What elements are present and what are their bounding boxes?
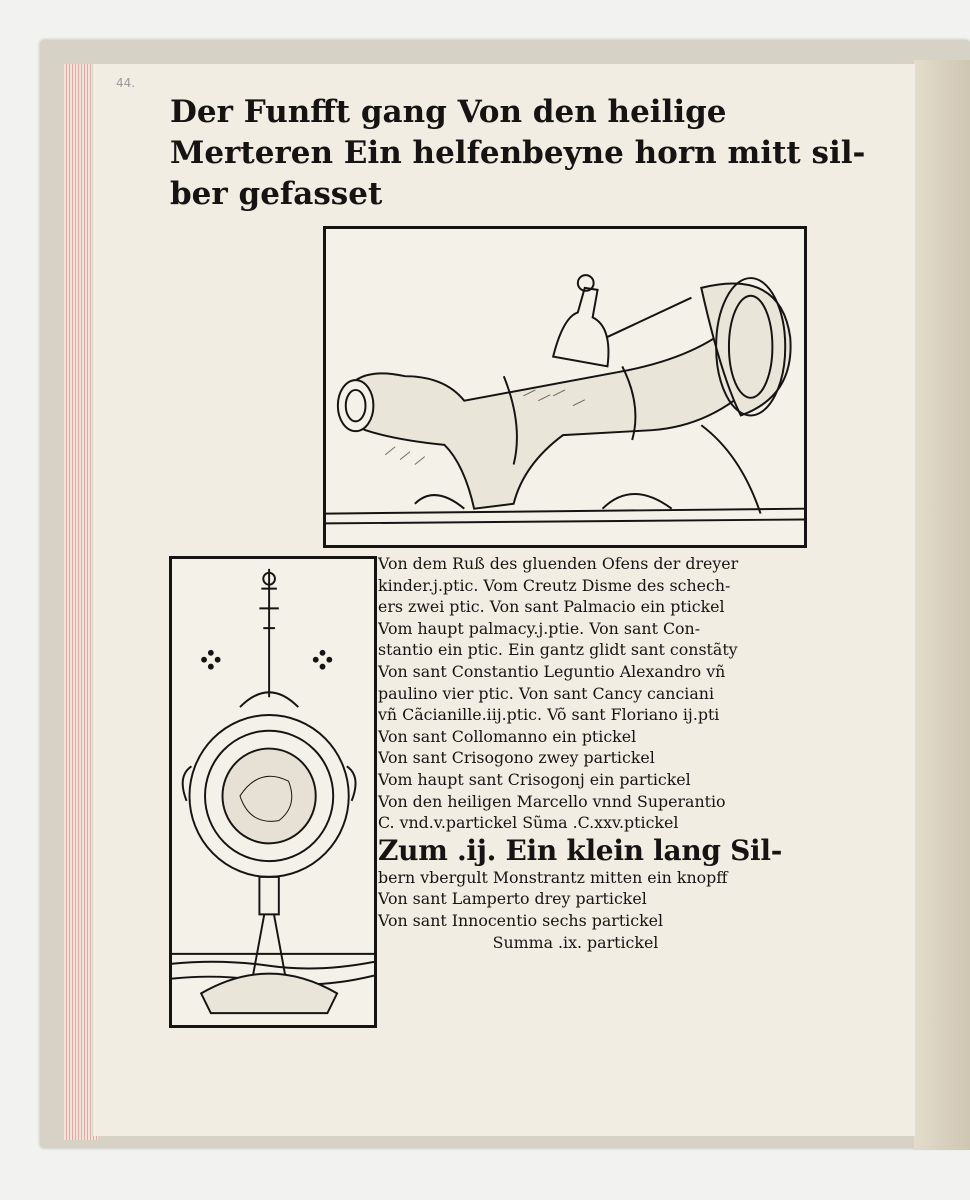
text-line: Von sant Collomanno ein ptickel — [378, 726, 637, 746]
text-line: stantio ein ptic. Ein gantz glidt sant constãty — [378, 640, 738, 660]
text-line: Von sant Crisogono zwey partickel — [378, 748, 655, 768]
section-heading: Zum .ij. Ein klein lang Sil- — [378, 833, 783, 867]
text-line: Vom haupt palmacy.j.ptie. Von sant Con- — [378, 618, 701, 638]
text-line: Von sant Lamperto drey partickel — [378, 889, 647, 909]
facing-page-edge — [914, 60, 970, 1150]
text-line: Von den heiligen Marcello vnnd Superantio — [378, 791, 726, 811]
monstrance-woodcut — [169, 556, 377, 1028]
heading-line: Merteren Ein helfenbeyne horn mitt sil- — [170, 135, 866, 171]
horn-reliquary-woodcut — [323, 226, 807, 548]
folio-mark: 44. — [116, 76, 136, 90]
text-line: C. vnd.v.partickel Sũma .C.xxv.ptickel — [378, 813, 679, 833]
heading-line: ber gefasset — [170, 176, 383, 212]
text-line: paulino vier ptic. Von sant Cancy canciani — [378, 683, 714, 703]
page-heading — [170, 92, 866, 215]
text-line: bern vbergult Monstrantz mitten ein knopff — [378, 867, 728, 887]
text-line: ers zwei ptic. Von sant Palmacio ein ptickel — [378, 597, 725, 617]
text-line: vñ Cãcianille.iij.ptic. Võ sant Floriano ij.pti — [378, 705, 720, 725]
heading-line: Der Funfft gang Von den heilige — [170, 94, 727, 130]
text-line: Von sant Constantio Leguntio Alexandro vñ — [378, 661, 726, 681]
summa-line: Summa .ix. partickel — [492, 932, 659, 952]
text-line: kinder.j.ptic. Vom Creutz Disme des schech- — [378, 575, 731, 595]
text-line: Von sant Innocentio sechs partickel — [378, 910, 664, 930]
text-line: Von dem Ruß des gluenden Ofens der dreyer — [378, 554, 739, 573]
text-column — [378, 553, 823, 953]
text-line: Vom haupt sant Crisogonj ein partickel — [378, 769, 691, 789]
